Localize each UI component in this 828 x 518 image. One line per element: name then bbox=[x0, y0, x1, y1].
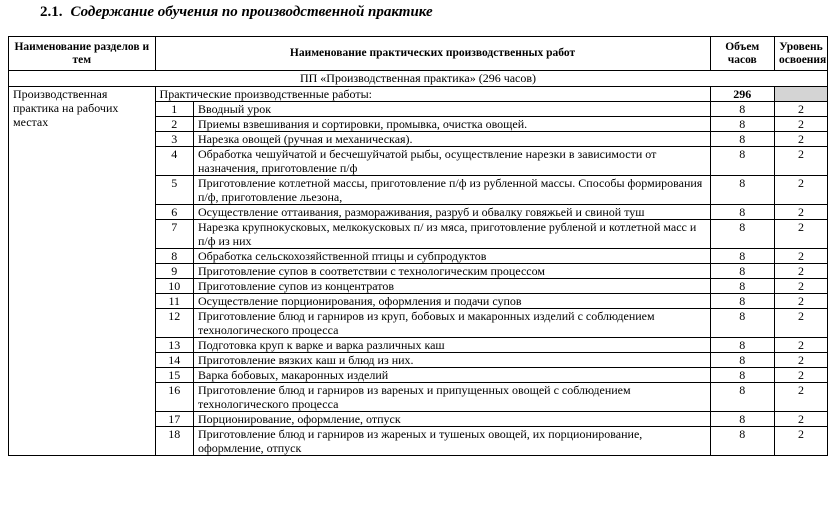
row-work-name: Вводный урок bbox=[193, 102, 710, 117]
row-hours: 8 bbox=[710, 147, 774, 176]
module-title: ПП «Производственная практика» (296 часов) bbox=[9, 71, 828, 87]
row-level: 2 bbox=[774, 383, 827, 412]
header-section: Наименование разделов и тем bbox=[9, 37, 156, 71]
row-work-name: Подготовка круп к варке и варка различных каш bbox=[193, 338, 710, 353]
row-number: 12 bbox=[155, 309, 193, 338]
row-level: 2 bbox=[774, 412, 827, 427]
row-level: 2 bbox=[774, 279, 827, 294]
row-work-name: Приготовление вязких каш и блюд из них. bbox=[193, 353, 710, 368]
row-level: 2 bbox=[774, 102, 827, 117]
row-hours: 8 bbox=[710, 338, 774, 353]
row-number: 5 bbox=[155, 176, 193, 205]
row-hours: 8 bbox=[710, 279, 774, 294]
row-hours: 8 bbox=[710, 249, 774, 264]
row-number: 10 bbox=[155, 279, 193, 294]
row-work-name: Нарезка овощей (ручная и механическая). bbox=[193, 132, 710, 147]
row-work-name: Осуществление порционирования, оформления и подачи супов bbox=[193, 294, 710, 309]
summary-row bbox=[9, 87, 828, 102]
row-hours: 8 bbox=[710, 176, 774, 205]
row-number: 1 bbox=[155, 102, 193, 117]
row-work-name: Приготовление супов из концентратов bbox=[193, 279, 710, 294]
row-work-name: Приготовление блюд и гарниров из вареных и припущенных овощей с соблюдением технологического процесса bbox=[193, 383, 710, 412]
row-number: 13 bbox=[155, 338, 193, 353]
summary-label: Практические производственные работы: bbox=[155, 87, 710, 102]
section-heading bbox=[40, 4, 433, 21]
row-hours: 8 bbox=[710, 264, 774, 279]
row-level: 2 bbox=[774, 338, 827, 353]
section-number: 2.1. bbox=[40, 4, 63, 20]
module-row bbox=[9, 71, 828, 87]
summary-level-empty bbox=[774, 87, 827, 102]
header-level: Уровень освоения bbox=[774, 37, 827, 71]
row-level: 2 bbox=[774, 205, 827, 220]
row-number: 16 bbox=[155, 383, 193, 412]
header-hours: Объем часов bbox=[710, 37, 774, 71]
row-number: 4 bbox=[155, 147, 193, 176]
row-level: 2 bbox=[774, 147, 827, 176]
header-work: Наименование практических производственных работ bbox=[155, 37, 710, 71]
row-hours: 8 bbox=[710, 309, 774, 338]
row-hours: 8 bbox=[710, 353, 774, 368]
row-level: 2 bbox=[774, 353, 827, 368]
row-level: 2 bbox=[774, 132, 827, 147]
row-number: 7 bbox=[155, 220, 193, 249]
row-work-name: Приемы взвешивания и сортировки, промывка, очистка овощей. bbox=[193, 117, 710, 132]
table-header-row bbox=[9, 37, 828, 71]
row-number: 18 bbox=[155, 427, 193, 456]
row-hours: 8 bbox=[710, 220, 774, 249]
row-level: 2 bbox=[774, 294, 827, 309]
summary-hours: 296 bbox=[710, 87, 774, 102]
row-work-name: Нарезка крупнокусковых, мелкокусковых п/ из мяса, приготовление рубленой и котлетной масс и п/ф из них bbox=[193, 220, 710, 249]
row-hours: 8 bbox=[710, 368, 774, 383]
row-work-name: Приготовление супов в соответствии с технологическим процессом bbox=[193, 264, 710, 279]
row-hours: 8 bbox=[710, 427, 774, 456]
row-work-name: Приготовление блюд и гарниров из круп, бобовых и макаронных изделий с соблюдением технологического процесса bbox=[193, 309, 710, 338]
row-number: 6 bbox=[155, 205, 193, 220]
row-number: 17 bbox=[155, 412, 193, 427]
row-work-name: Приготовление котлетной массы, приготовление п/ф из рубленной массы. Способы формирования п/ф, приготовление льезона, bbox=[193, 176, 710, 205]
row-number: 2 bbox=[155, 117, 193, 132]
row-hours: 8 bbox=[710, 294, 774, 309]
row-number: 8 bbox=[155, 249, 193, 264]
row-hours: 8 bbox=[710, 132, 774, 147]
row-level: 2 bbox=[774, 176, 827, 205]
row-level: 2 bbox=[774, 309, 827, 338]
row-level: 2 bbox=[774, 264, 827, 279]
row-hours: 8 bbox=[710, 412, 774, 427]
practice-content-table bbox=[8, 36, 828, 456]
section-name-cell: Производственная практика на рабочих местах bbox=[9, 87, 156, 456]
row-number: 11 bbox=[155, 294, 193, 309]
row-level: 2 bbox=[774, 368, 827, 383]
row-work-name: Варка бобовых, макаронных изделий bbox=[193, 368, 710, 383]
row-level: 2 bbox=[774, 427, 827, 456]
row-hours: 8 bbox=[710, 205, 774, 220]
row-number: 3 bbox=[155, 132, 193, 147]
row-work-name: Порционирование, оформление, отпуск bbox=[193, 412, 710, 427]
row-work-name: Обработка чешуйчатой и бесчешуйчатой рыбы, осуществление нарезки в зависимости от назначения, приготовление п/ф bbox=[193, 147, 710, 176]
row-level: 2 bbox=[774, 220, 827, 249]
section-title: Содержание обучения по производственной практике bbox=[70, 4, 433, 20]
row-hours: 8 bbox=[710, 383, 774, 412]
row-hours: 8 bbox=[710, 117, 774, 132]
row-work-name: Приготовление блюд и гарниров из жареных и тушеных овощей, их порционирование, оформление, отпуск bbox=[193, 427, 710, 456]
row-number: 14 bbox=[155, 353, 193, 368]
row-level: 2 bbox=[774, 249, 827, 264]
row-work-name: Обработка сельскохозяйственной птицы и субпродуктов bbox=[193, 249, 710, 264]
row-number: 15 bbox=[155, 368, 193, 383]
row-level: 2 bbox=[774, 117, 827, 132]
row-work-name: Осуществление оттаивания, размораживания, разруб и обвалку говяжьей и свиной туш bbox=[193, 205, 710, 220]
row-hours: 8 bbox=[710, 102, 774, 117]
row-number: 9 bbox=[155, 264, 193, 279]
